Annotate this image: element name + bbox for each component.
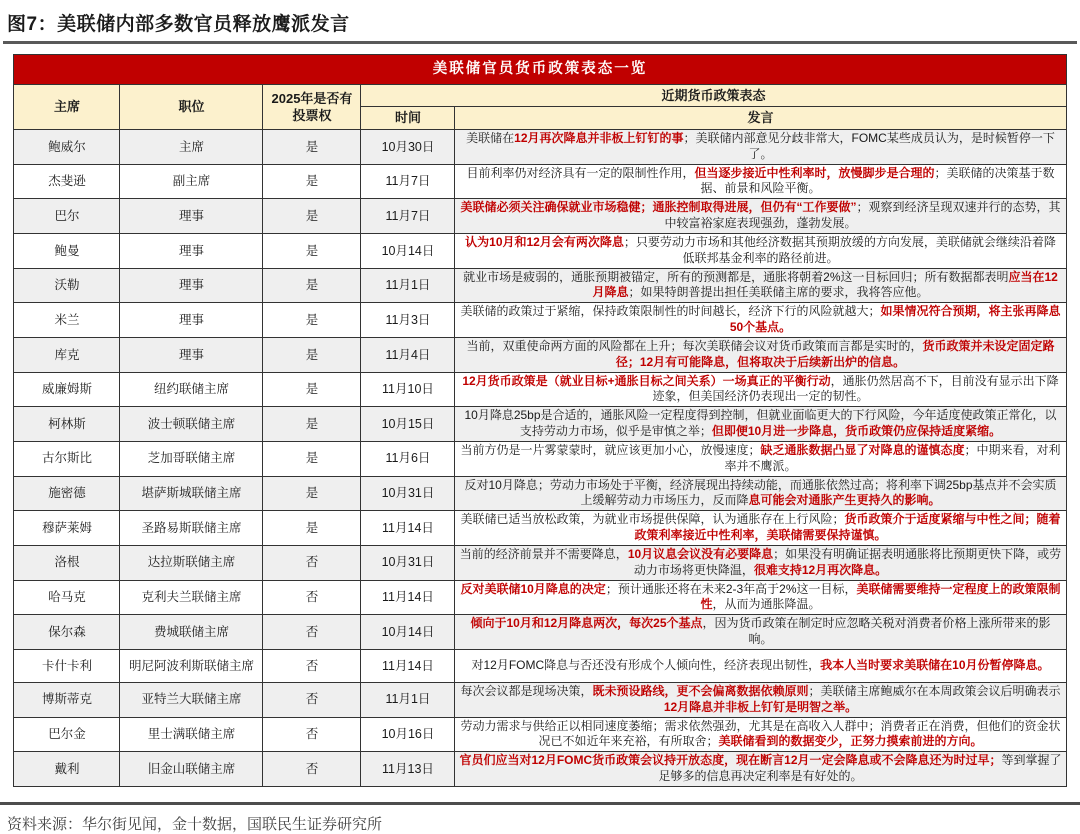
cell-name: 鲍威尔 [14,130,120,165]
cell-position: 主席 [120,130,263,165]
cell-voting: 否 [263,615,361,650]
cell-time: 10月15日 [361,407,455,442]
cell-name: 沃勒 [14,268,120,303]
statement-text: ，通胀仍然居高不下，目前没有显示出下降迹象，但美国经济仍表现出一定的韧性。 [652,373,1059,404]
statement-text: 美联储已适当放松政策，为就业市场提供保障，认为通胀存在上行风险； [460,512,845,527]
cell-statement [455,372,1066,407]
cell-time: 11月4日 [361,337,455,372]
table-banner-title: 美联储官员货币政策表态一览 [14,55,1066,85]
cell-voting: 否 [263,717,361,752]
statement-highlight: 既未预设路线，更不会偏离数据依赖原则 [592,683,809,698]
cell-statement [455,682,1066,717]
cell-voting: 是 [263,476,361,511]
cell-statement [455,717,1066,752]
cell-name: 柯林斯 [14,407,120,442]
statement-text: ；如果特朗普提出担任美联储主席的要求，我将答应他。 [628,285,929,300]
statement-highlight: 倾向于10月和12月降息两次，每次25个基点 [470,616,703,631]
statement-highlight: 如果情况符合预期，将主张再降息50个基点。 [729,304,1061,335]
cell-statement [455,441,1066,476]
cell-name: 卡什卡利 [14,649,120,682]
cell-voting: 是 [263,233,361,268]
cell-voting: 是 [263,372,361,407]
table-row [14,545,1066,580]
table-row [14,199,1066,234]
source-note: 资料来源：华尔街见闻，金十数据，国联民生证券研究所 [7,815,383,833]
table-row [14,372,1066,407]
table-row [14,268,1066,303]
header-position: 职位 [120,85,263,130]
cell-name: 施密德 [14,476,120,511]
table-row [14,717,1066,752]
statement-text: 10月降息25bp是合适的，通胀风险一定程度得到控制，但就业面临更大的下行风险，今年适度使政策正常化，以支持劳动力市场，似乎是审慎之举； [464,408,1057,439]
cell-time: 10月14日 [361,615,455,650]
cell-voting: 是 [263,511,361,546]
cell-position: 里士满联储主席 [120,717,263,752]
cell-position: 理事 [120,268,263,303]
cell-position: 明尼阿波利斯联储主席 [120,649,263,682]
cell-name: 博斯蒂克 [14,682,120,717]
cell-time: 10月31日 [361,545,455,580]
cell-voting: 是 [263,164,361,199]
cell-voting: 否 [263,580,361,615]
cell-statement [455,476,1066,511]
cell-name: 库克 [14,337,120,372]
cell-position: 理事 [120,199,263,234]
table-row [14,407,1066,442]
header-voting-right: 2025年是否有投票权 [263,85,361,130]
statement-highlight: 12月再次降息并非板上钉钉的事 [514,131,684,145]
cell-name: 巴尔金 [14,717,120,752]
statement-text: 就业市场是疲弱的，通胀预期被锚定，所有的预测都是，通胀将朝着2%这一目标回归；所有数据都表明 [463,269,1009,284]
statement-highlight: 美联储需要维持一定程度上的政策限制性 [700,581,1061,612]
cell-name: 戴利 [14,752,120,787]
header-name: 主席 [14,85,120,130]
header-stance-group: 近期货币政策表态 [361,85,1066,107]
cell-voting: 否 [263,682,361,717]
statement-highlight: 官员们应当对12月FOMC货币政策会议持开放态度，现在断言12月一定会降息或不会降息还为时过早； [459,753,1002,768]
cell-voting: 是 [263,303,361,338]
statement-highlight: 但即便10月进一步降息，货币政策仍应保持适度紧缩。 [711,424,1002,439]
statement-highlight: 应当在12月降息 [592,269,1058,300]
table-row [14,580,1066,615]
statement-text: 等到掌握了足够多的信息再决定利率是有好处的。 [658,753,1062,783]
cell-position: 达拉斯联储主席 [120,545,263,580]
cell-time: 10月31日 [361,476,455,511]
statement-text: 当前的经济前景并不需要降息， [459,546,628,561]
statement-text: ；只要劳动力市场和其他经济数据其预期放缓的方向发展，美联储就会继续沿着降低联邦基金利率的路径前进。 [623,234,1056,265]
cell-time: 10月16日 [361,717,455,752]
figure-title: 图7：美联储内部多数官员释放鹰派发言 [7,14,350,35]
cell-time: 11月1日 [361,682,455,717]
title-divider [3,41,1077,44]
cell-position: 堪萨斯城联储主席 [120,476,263,511]
statement-text: ；预计通胀还将在未来2-3年高于2%这一目标， [605,581,857,596]
statement-highlight: 我本人当时要求美联储在10月份暂停降息。 [820,657,1050,672]
statement-text: 美联储的政策过于紧缩，保持政策限制性的时间越长，经济下行的风险就越大； [460,304,881,319]
cell-time: 11月14日 [361,580,455,615]
cell-voting: 是 [263,130,361,165]
cell-voting: 否 [263,752,361,787]
statement-text: ，因为货币政策在制定时应忽略关税对消费者价格上涨所带来的影响。 [702,616,1051,647]
cell-position: 理事 [120,233,263,268]
cell-time: 11月6日 [361,441,455,476]
statement-highlight: 货币政策介于适度紧缩与中性之间；随着政策利率接近中性利率，美联储需要保持谨慎。 [634,512,1061,543]
statement-highlight: 12月货币政策是（就业目标+通胀目标之间关系）一场真正的平衡行动 [462,373,831,388]
cell-time: 10月14日 [361,233,455,268]
cell-statement [455,649,1066,682]
statement-highlight: 但当逐步接近中性利率时，放慢脚步是合理的 [694,165,935,180]
statement-text: ；美联储内部意见分歧非常大，FOMC某些成员认为，是时候暂停一下了。 [683,131,1055,161]
statement-text: ；美联储的决策基于数据、前景和风险平衡。 [700,165,1055,196]
cell-voting: 否 [263,545,361,580]
cell-position: 旧金山联储主席 [120,752,263,787]
cell-statement [455,407,1066,442]
table-header-row-1 [14,85,1066,107]
cell-name: 保尔森 [14,615,120,650]
header-statement: 发言 [455,107,1066,130]
table-row [14,752,1066,787]
statement-highlight: 很难支持12月再次降息。 [753,562,888,577]
statement-highlight: 12月降息并非板上钉钉是明智之举。 [663,699,858,714]
cell-statement [455,130,1066,165]
table-row [14,164,1066,199]
cell-name: 巴尔 [14,199,120,234]
statement-text: ；美联储主席鲍威尔在本周政策会议后明确表示 [808,683,1061,698]
statement-text: ；如果没有明确证据表明通胀将比预期更快下降，或劳动力市场将更快降温， [633,546,1062,577]
cell-statement [455,615,1066,650]
cell-statement [455,545,1066,580]
cell-position: 理事 [120,303,263,338]
cell-time: 11月1日 [361,268,455,303]
statement-text: 每次会议都是现场决策， [460,683,593,698]
cell-voting: 是 [263,441,361,476]
cell-position: 费城联储主席 [120,615,263,650]
cell-name: 杰斐逊 [14,164,120,199]
cell-position: 理事 [120,337,263,372]
statement-highlight: 认为10月和12月会有两次降息 [465,234,624,249]
cell-time: 11月3日 [361,303,455,338]
cell-time: 11月7日 [361,164,455,199]
statement-text: 当前，双重使命两方面的风险都在上升；每次美联储会议对货币政策而言都是实时的， [466,338,923,353]
cell-name: 哈马克 [14,580,120,615]
cell-statement [455,268,1066,303]
cell-time: 11月13日 [361,752,455,787]
cell-statement [455,199,1066,234]
cell-statement [455,511,1066,546]
cell-voting: 是 [263,407,361,442]
cell-position: 副主席 [120,164,263,199]
cell-voting: 是 [263,337,361,372]
statement-text: 劳动力需求与供给正以相同速度萎缩；需求依然强劲，尤其是在高收入人群中；消费者正在消费，但他们的资金状况已不如近年来充裕，有所取舍； [460,718,1061,749]
statement-text: 当前方仍是一片雾蒙蒙时，就应该更加小心，放慢速度； [460,442,761,457]
cell-position: 亚特兰大联储主席 [120,682,263,717]
table-row [14,337,1066,372]
cell-time: 11月14日 [361,511,455,546]
table-row [14,233,1066,268]
statement-highlight: 美联储必须关注确保就业市场稳健；通胀控制取得进展，但仍有“工作要做” [460,200,857,215]
cell-name: 威廉姆斯 [14,372,120,407]
table-row [14,130,1066,165]
cell-time: 11月10日 [361,372,455,407]
cell-statement [455,233,1066,268]
cell-statement [455,164,1066,199]
statement-text: 反对10月降息；劳动力市场处于平衡，经济展现出持续动能，而通胀依然过高；将利率下调25bp基点并不会实质上缓解劳动力市场压力，反而降 [464,477,1057,508]
table-row [14,476,1066,511]
table-row [14,511,1066,546]
fed-officials-statements-table [13,54,1066,787]
table-row [14,649,1066,682]
table-body [14,130,1066,787]
table-row [14,682,1066,717]
cell-name: 鲍曼 [14,233,120,268]
cell-position: 芝加哥联储主席 [120,441,263,476]
cell-statement [455,337,1066,372]
cell-statement [455,752,1066,787]
statement-text: 对12月FOMC降息与否还没有形成个人倾向性，经济表现出韧性， [471,657,821,672]
statement-highlight: 反对美联储10月降息的决定 [460,581,606,596]
cell-time: 10月30日 [361,130,455,165]
cell-voting: 是 [263,199,361,234]
cell-position: 克利夫兰联储主席 [120,580,263,615]
cell-position: 纽约联储主席 [120,372,263,407]
cell-voting: 是 [263,268,361,303]
statement-highlight: 息可能会对通胀产生更持久的影响。 [748,493,941,508]
header-time: 时间 [361,107,455,130]
statement-text: ；观察到经济呈现双速并行的态势，其中较富裕家庭表现强劲，蓬勃发展。 [664,200,1061,231]
statement-text: 目前利率仍对经济具有一定的限制性作用， [466,165,695,180]
table-row [14,303,1066,338]
cell-position: 圣路易斯联储主席 [120,511,263,546]
cell-name: 洛根 [14,545,120,580]
statement-highlight: 10月议息会议没有必要降息 [627,546,774,561]
statement-text: 美联储在 [466,131,515,145]
statement-text: ；中期来看，对利率并不鹰派。 [724,442,1061,473]
statement-highlight: 缺乏通胀数据凸显了对降息的谨慎态度 [760,442,965,457]
cell-name: 穆萨莱姆 [14,511,120,546]
cell-voting: 否 [263,649,361,682]
cell-time: 11月14日 [361,649,455,682]
statement-highlight: 美联储看到的数据变少，正努力摸索前进的方向。 [718,734,983,749]
statement-highlight: 货币政策并未设定固定路径；12月有可能降息，但将取决于后续新出炉的信息。 [615,338,1055,369]
cell-time: 11月7日 [361,199,455,234]
cell-position: 波士顿联储主席 [120,407,263,442]
cell-statement [455,580,1066,615]
table-banner-row [14,55,1066,85]
table-row [14,615,1066,650]
table-row [14,441,1066,476]
cell-name: 古尔斯比 [14,441,120,476]
cell-name: 米兰 [14,303,120,338]
cell-statement [455,303,1066,338]
statement-text: ，从而为通胀降温。 [712,597,821,612]
